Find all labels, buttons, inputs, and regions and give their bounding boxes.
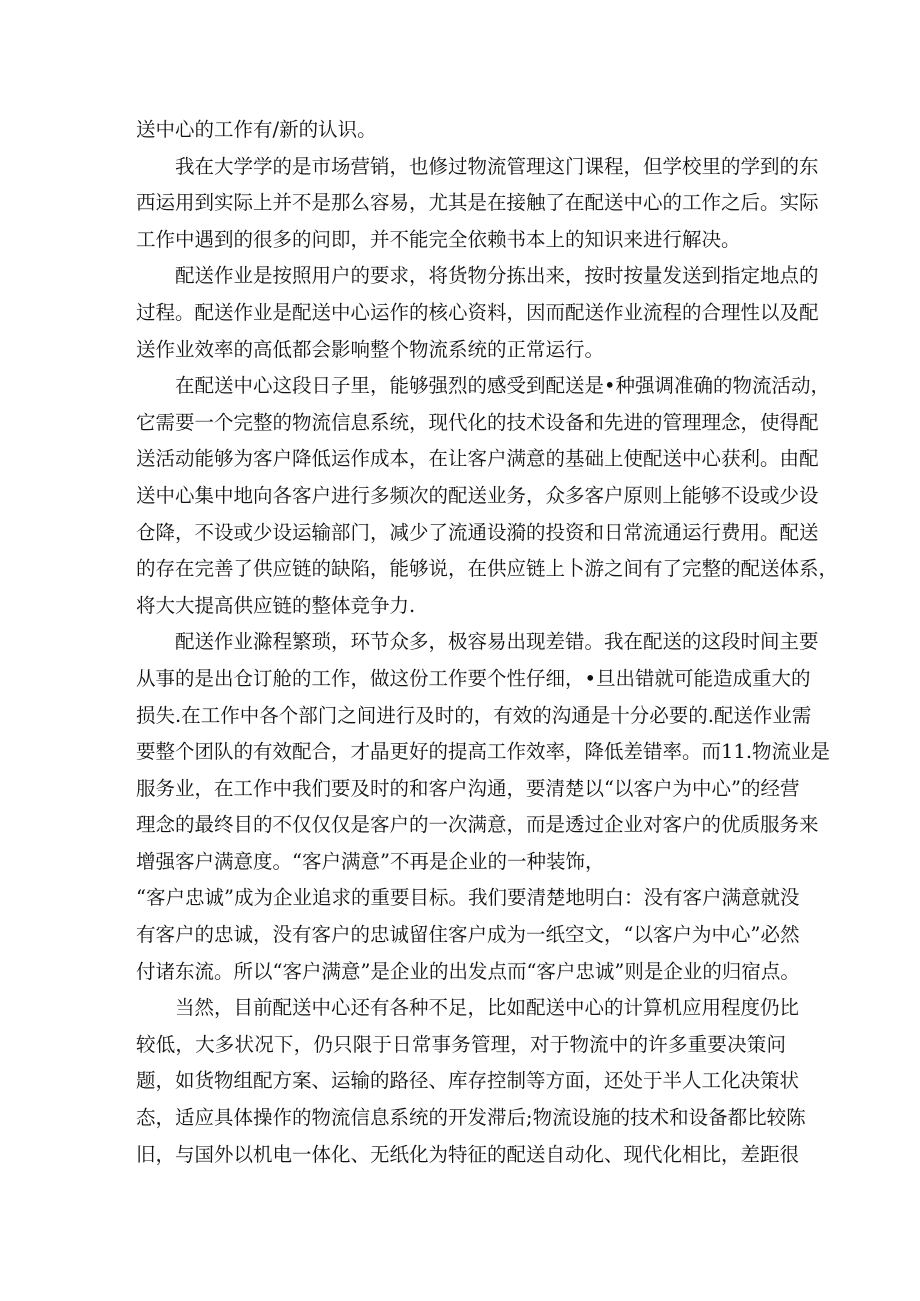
text-line: 仓降，不设或少设运输部门，减少了流通设漪的投资和日常流通运行费用。配送 bbox=[136, 520, 819, 544]
text-line: 从事的是出仓订舱的工作，做这份工作要个性仔细，•旦出错就可能造成重大的 bbox=[136, 666, 811, 690]
text-line: 我在大学学的是市场营销，也修过物流管理这门课程，但学校里的学到的东 bbox=[175, 154, 819, 178]
text-line: 题，如货物组配方案、运输的路径、库存控制等方面，还处于半人工化决策状 bbox=[136, 1069, 800, 1093]
text-line: 在配送中心这段日子里，能够强烈的感受到配送是•种强调准确的物流活动， bbox=[175, 374, 831, 398]
text-line: 较低，大多状况下，仍只限于日常事务管理，对于物流中的许多重要决策问 bbox=[136, 1032, 786, 1056]
text-line: 增强客户满意度。“客户满意”不再是企业的一种装饰， bbox=[136, 849, 605, 873]
text-line: 工作中遇到的很多的问即，并不能完全依赖书本上的知识来进行解决。 bbox=[136, 227, 741, 251]
text-line: 理念的最终目的不仅仅仅是客户的一次满意，而是透过企业对客户的优质服务来 bbox=[136, 813, 819, 837]
paragraph bbox=[136, 880, 800, 990]
text-line: 送中心的工作有/新的认识。 bbox=[136, 118, 377, 141]
paragraph bbox=[136, 368, 839, 624]
text-line: 送中心集中地向各客户进行多频次的配送业务，众多客户原则上能够不设或少设 bbox=[136, 483, 819, 507]
text-line: 它需要一个完整的物流信息系统，现代化的技术设备和先进的管理理念，使得配 bbox=[136, 410, 819, 434]
paragraph bbox=[136, 990, 806, 1173]
text-line: 西运用到实际上并不是那么容易，尤其是在接触了在配送中心的工作之后。实际 bbox=[136, 191, 819, 215]
text-line: 付诸东流。所以“客户满意”是企业的出发点而“客户忠诚”则是企业的归宿点。 bbox=[136, 959, 800, 983]
text-line: 过程。配送作业是配送中心运作的核心资料，因而配送作业流程的合理性以及配 bbox=[136, 300, 819, 324]
text-line: 旧，与国外以机电一体化、无纸化为特征的配送自动化、现代化相比，差距很 bbox=[136, 1142, 800, 1166]
paragraph bbox=[136, 258, 819, 368]
paragraph bbox=[136, 149, 819, 259]
document-body bbox=[136, 112, 839, 1173]
text-line: 损失.在工作中各个部门之间进行及时的，有效的沟通是十分必要的.配送作业需 bbox=[136, 703, 812, 727]
text-line: “客户忠诚”成为企业追求的重要目标。我们要清楚地明白：没有客户满意就没 bbox=[136, 886, 800, 910]
text-line: 配送作业是按照用户的要求，将货物分拣出来，按时按量发送到指定地点的 bbox=[175, 264, 819, 288]
paragraph bbox=[136, 624, 831, 880]
text-line: 配送作业滁程繁琐，环节众多，极容易出现差错。我在配送的这段时间主要 bbox=[175, 630, 819, 654]
text-line: 送活动能够为客户降低运作成本，在让客户满意的基础上使配送中心获利。由配 bbox=[136, 447, 819, 471]
paragraph bbox=[136, 112, 786, 149]
text-line: 将大大提高供应链的整体竞争力. bbox=[136, 593, 416, 617]
text-line: 送作业效率的高低都会影响整个物流系统的正常运行。 bbox=[136, 337, 605, 361]
text-line: 当然，目前配送中心还有各种不足，比如配送中心的计算机应用程度仍比 bbox=[175, 996, 800, 1020]
text-line: 态，适应具体操作的物流信息系统的开发滞后;物流设施的技术和设备都比较陈 bbox=[136, 1106, 806, 1130]
text-line: 的存在完善了供应链的缺陷，能够说，在供应链上卜游之间有了完整的配送体系， bbox=[136, 557, 839, 581]
text-line: 有客户的忠诚，没有客户的忠诚留住客户成为一纸空文，“以客户为中心”必然 bbox=[136, 923, 800, 947]
text-line: 服务业，在工作中我们要及时的和客户沟通，要清楚以“以客户为中心”的经营 bbox=[136, 776, 800, 800]
text-line: 要整个团队的有效配合，才晶更好的提高工作效率，降低差错率。而11.物流业是 bbox=[136, 740, 831, 764]
